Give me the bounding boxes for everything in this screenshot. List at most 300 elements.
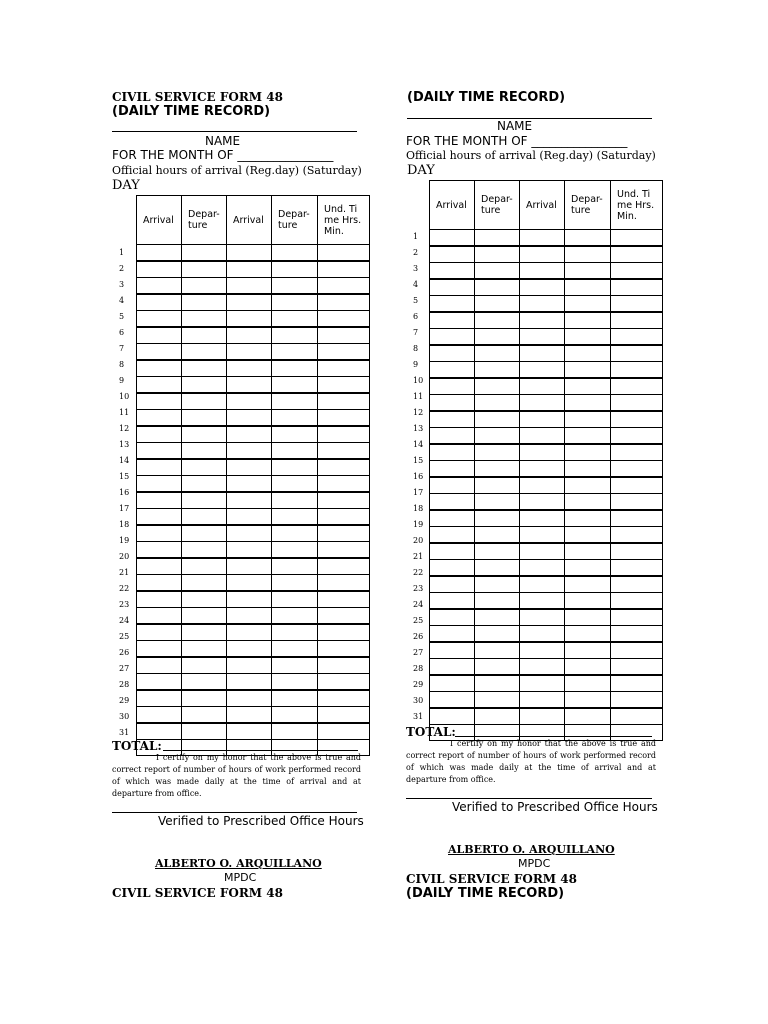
- time-entry-cell[interactable]: [227, 575, 272, 592]
- time-entry-cell[interactable]: [611, 362, 663, 379]
- time-entry-cell[interactable]: [272, 278, 318, 295]
- time-entry-cell[interactable]: [227, 525, 272, 542]
- time-entry-cell[interactable]: [272, 294, 318, 311]
- time-entry-cell[interactable]: [227, 542, 272, 559]
- time-entry-cell[interactable]: [565, 576, 611, 593]
- time-entry-cell[interactable]: [520, 642, 565, 659]
- time-entry-cell[interactable]: [430, 477, 475, 494]
- time-entry-cell[interactable]: [611, 560, 663, 577]
- time-entry-cell[interactable]: [611, 692, 663, 709]
- time-entry-cell[interactable]: [430, 527, 475, 544]
- time-entry-cell[interactable]: [272, 261, 318, 278]
- time-entry-cell[interactable]: [565, 279, 611, 296]
- time-entry-cell[interactable]: [475, 692, 520, 709]
- time-entry-cell[interactable]: [475, 263, 520, 280]
- time-entry-cell[interactable]: [137, 327, 182, 344]
- time-entry-cell[interactable]: [272, 542, 318, 559]
- time-entry-cell[interactable]: [272, 641, 318, 658]
- time-entry-cell[interactable]: [520, 296, 565, 313]
- time-entry-cell[interactable]: [182, 575, 227, 592]
- time-entry-cell[interactable]: [318, 492, 370, 509]
- time-entry-cell[interactable]: [318, 641, 370, 658]
- time-entry-cell[interactable]: [318, 410, 370, 427]
- time-entry-cell[interactable]: [520, 494, 565, 511]
- time-entry-cell[interactable]: [520, 428, 565, 445]
- time-entry-cell[interactable]: [272, 311, 318, 328]
- time-entry-cell[interactable]: [430, 675, 475, 692]
- time-entry-cell[interactable]: [565, 263, 611, 280]
- time-entry-cell[interactable]: [137, 525, 182, 542]
- time-entry-cell[interactable]: [611, 609, 663, 626]
- time-entry-cell[interactable]: [611, 642, 663, 659]
- time-entry-cell[interactable]: [272, 492, 318, 509]
- time-entry-cell[interactable]: [318, 624, 370, 641]
- time-entry-cell[interactable]: [430, 279, 475, 296]
- time-entry-cell[interactable]: [227, 426, 272, 443]
- time-entry-cell[interactable]: [520, 461, 565, 478]
- time-entry-cell[interactable]: [475, 345, 520, 362]
- time-entry-cell[interactable]: [520, 692, 565, 709]
- time-entry-cell[interactable]: [611, 296, 663, 313]
- time-entry-cell[interactable]: [182, 608, 227, 625]
- time-entry-cell[interactable]: [520, 609, 565, 626]
- time-entry-cell[interactable]: [182, 525, 227, 542]
- time-entry-cell[interactable]: [137, 624, 182, 641]
- time-entry-cell[interactable]: [227, 707, 272, 724]
- time-entry-cell[interactable]: [182, 360, 227, 377]
- time-entry-cell[interactable]: [430, 510, 475, 527]
- time-entry-cell[interactable]: [137, 261, 182, 278]
- time-entry-cell[interactable]: [475, 378, 520, 395]
- time-entry-cell[interactable]: [430, 362, 475, 379]
- time-entry-cell[interactable]: [475, 593, 520, 610]
- time-entry-cell[interactable]: [565, 494, 611, 511]
- time-entry-cell[interactable]: [137, 245, 182, 262]
- time-entry-cell[interactable]: [227, 476, 272, 493]
- time-entry-cell[interactable]: [182, 690, 227, 707]
- time-entry-cell[interactable]: [520, 263, 565, 280]
- time-entry-cell[interactable]: [611, 708, 663, 725]
- time-entry-cell[interactable]: [318, 459, 370, 476]
- time-entry-cell[interactable]: [430, 312, 475, 329]
- time-entry-cell[interactable]: [611, 378, 663, 395]
- time-entry-cell[interactable]: [475, 675, 520, 692]
- time-entry-cell[interactable]: [272, 360, 318, 377]
- time-entry-cell[interactable]: [137, 360, 182, 377]
- time-entry-cell[interactable]: [227, 245, 272, 262]
- time-entry-cell[interactable]: [430, 461, 475, 478]
- time-entry-cell[interactable]: [475, 477, 520, 494]
- time-entry-cell[interactable]: [227, 591, 272, 608]
- time-entry-cell[interactable]: [475, 609, 520, 626]
- time-entry-cell[interactable]: [272, 393, 318, 410]
- time-entry-cell[interactable]: [182, 674, 227, 691]
- time-entry-cell[interactable]: [182, 707, 227, 724]
- time-entry-cell[interactable]: [430, 428, 475, 445]
- time-entry-cell[interactable]: [565, 312, 611, 329]
- time-entry-cell[interactable]: [272, 377, 318, 394]
- time-entry-cell[interactable]: [182, 542, 227, 559]
- time-entry-cell[interactable]: [475, 560, 520, 577]
- time-entry-cell[interactable]: [137, 278, 182, 295]
- time-entry-cell[interactable]: [318, 509, 370, 526]
- time-entry-cell[interactable]: [475, 708, 520, 725]
- time-entry-cell[interactable]: [430, 296, 475, 313]
- time-entry-cell[interactable]: [137, 344, 182, 361]
- time-entry-cell[interactable]: [137, 641, 182, 658]
- time-entry-cell[interactable]: [137, 476, 182, 493]
- time-entry-cell[interactable]: [565, 708, 611, 725]
- time-entry-cell[interactable]: [611, 461, 663, 478]
- time-entry-cell[interactable]: [227, 723, 272, 740]
- time-entry-cell[interactable]: [430, 626, 475, 643]
- time-entry-cell[interactable]: [611, 543, 663, 560]
- time-entry-cell[interactable]: [318, 723, 370, 740]
- time-entry-cell[interactable]: [475, 543, 520, 560]
- time-entry-cell[interactable]: [137, 393, 182, 410]
- time-entry-cell[interactable]: [318, 558, 370, 575]
- time-entry-cell[interactable]: [272, 657, 318, 674]
- time-entry-cell[interactable]: [475, 527, 520, 544]
- time-entry-cell[interactable]: [520, 444, 565, 461]
- time-entry-cell[interactable]: [137, 558, 182, 575]
- time-entry-cell[interactable]: [520, 246, 565, 263]
- time-entry-cell[interactable]: [520, 279, 565, 296]
- time-entry-cell[interactable]: [272, 443, 318, 460]
- time-entry-cell[interactable]: [137, 426, 182, 443]
- time-entry-cell[interactable]: [611, 675, 663, 692]
- time-entry-cell[interactable]: [475, 659, 520, 676]
- time-entry-cell[interactable]: [272, 476, 318, 493]
- time-entry-cell[interactable]: [520, 593, 565, 610]
- time-entry-cell[interactable]: [227, 624, 272, 641]
- time-entry-cell[interactable]: [318, 443, 370, 460]
- time-entry-cell[interactable]: [227, 558, 272, 575]
- time-entry-cell[interactable]: [430, 345, 475, 362]
- time-entry-cell[interactable]: [182, 344, 227, 361]
- time-entry-cell[interactable]: [272, 245, 318, 262]
- time-entry-cell[interactable]: [137, 608, 182, 625]
- time-entry-cell[interactable]: [565, 560, 611, 577]
- time-entry-cell[interactable]: [430, 230, 475, 247]
- time-entry-cell[interactable]: [520, 543, 565, 560]
- time-entry-cell[interactable]: [318, 360, 370, 377]
- time-entry-cell[interactable]: [565, 692, 611, 709]
- time-entry-cell[interactable]: [520, 230, 565, 247]
- time-entry-cell[interactable]: [182, 377, 227, 394]
- time-entry-cell[interactable]: [182, 657, 227, 674]
- time-entry-cell[interactable]: [227, 393, 272, 410]
- time-entry-cell[interactable]: [227, 492, 272, 509]
- time-entry-cell[interactable]: [565, 230, 611, 247]
- time-entry-cell[interactable]: [430, 576, 475, 593]
- time-entry-cell[interactable]: [430, 395, 475, 412]
- time-entry-cell[interactable]: [611, 593, 663, 610]
- time-entry-cell[interactable]: [430, 263, 475, 280]
- time-entry-cell[interactable]: [182, 327, 227, 344]
- time-entry-cell[interactable]: [475, 461, 520, 478]
- time-entry-cell[interactable]: [475, 576, 520, 593]
- time-entry-cell[interactable]: [318, 608, 370, 625]
- time-entry-cell[interactable]: [520, 362, 565, 379]
- time-entry-cell[interactable]: [318, 327, 370, 344]
- time-entry-cell[interactable]: [318, 294, 370, 311]
- time-entry-cell[interactable]: [182, 294, 227, 311]
- time-entry-cell[interactable]: [182, 723, 227, 740]
- time-entry-cell[interactable]: [430, 378, 475, 395]
- time-entry-cell[interactable]: [565, 444, 611, 461]
- time-entry-cell[interactable]: [318, 542, 370, 559]
- time-entry-cell[interactable]: [318, 278, 370, 295]
- time-entry-cell[interactable]: [318, 393, 370, 410]
- time-entry-cell[interactable]: [565, 428, 611, 445]
- time-entry-cell[interactable]: [272, 575, 318, 592]
- time-entry-cell[interactable]: [565, 362, 611, 379]
- time-entry-cell[interactable]: [520, 527, 565, 544]
- time-entry-cell[interactable]: [182, 443, 227, 460]
- time-entry-cell[interactable]: [565, 593, 611, 610]
- time-entry-cell[interactable]: [565, 395, 611, 412]
- time-entry-cell[interactable]: [227, 294, 272, 311]
- time-entry-cell[interactable]: [227, 261, 272, 278]
- time-entry-cell[interactable]: [430, 560, 475, 577]
- time-entry-cell[interactable]: [475, 642, 520, 659]
- time-entry-cell[interactable]: [611, 659, 663, 676]
- time-entry-cell[interactable]: [137, 657, 182, 674]
- time-entry-cell[interactable]: [272, 707, 318, 724]
- time-entry-cell[interactable]: [272, 558, 318, 575]
- time-entry-cell[interactable]: [475, 494, 520, 511]
- time-entry-cell[interactable]: [611, 494, 663, 511]
- time-entry-cell[interactable]: [182, 492, 227, 509]
- time-entry-cell[interactable]: [520, 708, 565, 725]
- time-entry-cell[interactable]: [182, 410, 227, 427]
- time-entry-cell[interactable]: [318, 525, 370, 542]
- time-entry-cell[interactable]: [318, 344, 370, 361]
- time-entry-cell[interactable]: [611, 527, 663, 544]
- time-entry-cell[interactable]: [430, 329, 475, 346]
- time-entry-cell[interactable]: [182, 509, 227, 526]
- time-entry-cell[interactable]: [227, 690, 272, 707]
- time-entry-cell[interactable]: [182, 641, 227, 658]
- time-entry-cell[interactable]: [272, 410, 318, 427]
- time-entry-cell[interactable]: [565, 246, 611, 263]
- time-entry-cell[interactable]: [227, 641, 272, 658]
- time-entry-cell[interactable]: [565, 543, 611, 560]
- time-entry-cell[interactable]: [520, 411, 565, 428]
- time-entry-cell[interactable]: [137, 311, 182, 328]
- time-entry-cell[interactable]: [565, 461, 611, 478]
- time-entry-cell[interactable]: [318, 377, 370, 394]
- time-entry-cell[interactable]: [227, 278, 272, 295]
- time-entry-cell[interactable]: [565, 411, 611, 428]
- time-entry-cell[interactable]: [611, 411, 663, 428]
- time-entry-cell[interactable]: [611, 230, 663, 247]
- time-entry-cell[interactable]: [475, 626, 520, 643]
- time-entry-cell[interactable]: [227, 608, 272, 625]
- time-entry-cell[interactable]: [272, 459, 318, 476]
- time-entry-cell[interactable]: [137, 575, 182, 592]
- time-entry-cell[interactable]: [520, 329, 565, 346]
- time-entry-cell[interactable]: [227, 459, 272, 476]
- time-entry-cell[interactable]: [318, 311, 370, 328]
- time-entry-cell[interactable]: [430, 642, 475, 659]
- time-entry-cell[interactable]: [565, 510, 611, 527]
- time-entry-cell[interactable]: [137, 542, 182, 559]
- time-entry-cell[interactable]: [272, 674, 318, 691]
- time-entry-cell[interactable]: [430, 444, 475, 461]
- time-entry-cell[interactable]: [520, 510, 565, 527]
- time-entry-cell[interactable]: [137, 443, 182, 460]
- time-entry-cell[interactable]: [227, 410, 272, 427]
- time-entry-cell[interactable]: [520, 675, 565, 692]
- time-entry-cell[interactable]: [475, 329, 520, 346]
- time-entry-cell[interactable]: [475, 312, 520, 329]
- time-entry-cell[interactable]: [565, 329, 611, 346]
- time-entry-cell[interactable]: [137, 674, 182, 691]
- time-entry-cell[interactable]: [430, 708, 475, 725]
- time-entry-cell[interactable]: [227, 327, 272, 344]
- time-entry-cell[interactable]: [565, 378, 611, 395]
- time-entry-cell[interactable]: [182, 245, 227, 262]
- time-entry-cell[interactable]: [137, 509, 182, 526]
- time-entry-cell[interactable]: [520, 560, 565, 577]
- time-entry-cell[interactable]: [520, 395, 565, 412]
- time-entry-cell[interactable]: [318, 476, 370, 493]
- time-entry-cell[interactable]: [430, 411, 475, 428]
- time-entry-cell[interactable]: [182, 459, 227, 476]
- time-entry-cell[interactable]: [430, 246, 475, 263]
- time-entry-cell[interactable]: [475, 510, 520, 527]
- time-entry-cell[interactable]: [520, 626, 565, 643]
- time-entry-cell[interactable]: [475, 246, 520, 263]
- time-entry-cell[interactable]: [137, 377, 182, 394]
- time-entry-cell[interactable]: [475, 411, 520, 428]
- time-entry-cell[interactable]: [475, 296, 520, 313]
- time-entry-cell[interactable]: [475, 428, 520, 445]
- time-entry-cell[interactable]: [182, 426, 227, 443]
- time-entry-cell[interactable]: [430, 593, 475, 610]
- time-entry-cell[interactable]: [611, 329, 663, 346]
- time-entry-cell[interactable]: [227, 360, 272, 377]
- time-entry-cell[interactable]: [227, 377, 272, 394]
- time-entry-cell[interactable]: [565, 659, 611, 676]
- time-entry-cell[interactable]: [520, 659, 565, 676]
- time-entry-cell[interactable]: [182, 476, 227, 493]
- time-entry-cell[interactable]: [227, 311, 272, 328]
- time-entry-cell[interactable]: [182, 278, 227, 295]
- time-entry-cell[interactable]: [611, 626, 663, 643]
- time-entry-cell[interactable]: [318, 245, 370, 262]
- time-entry-cell[interactable]: [182, 624, 227, 641]
- time-entry-cell[interactable]: [565, 477, 611, 494]
- time-entry-cell[interactable]: [272, 723, 318, 740]
- time-entry-cell[interactable]: [475, 444, 520, 461]
- time-entry-cell[interactable]: [611, 428, 663, 445]
- time-entry-cell[interactable]: [318, 690, 370, 707]
- time-entry-cell[interactable]: [227, 443, 272, 460]
- time-entry-cell[interactable]: [272, 426, 318, 443]
- time-entry-cell[interactable]: [475, 395, 520, 412]
- time-entry-cell[interactable]: [611, 312, 663, 329]
- time-entry-cell[interactable]: [611, 395, 663, 412]
- time-entry-cell[interactable]: [520, 477, 565, 494]
- time-entry-cell[interactable]: [318, 657, 370, 674]
- time-entry-cell[interactable]: [611, 345, 663, 362]
- time-entry-cell[interactable]: [475, 230, 520, 247]
- time-entry-cell[interactable]: [182, 311, 227, 328]
- time-entry-cell[interactable]: [137, 492, 182, 509]
- time-entry-cell[interactable]: [272, 344, 318, 361]
- time-entry-cell[interactable]: [227, 657, 272, 674]
- time-entry-cell[interactable]: [227, 509, 272, 526]
- time-entry-cell[interactable]: [137, 707, 182, 724]
- time-entry-cell[interactable]: [137, 591, 182, 608]
- time-entry-cell[interactable]: [318, 674, 370, 691]
- time-entry-cell[interactable]: [611, 576, 663, 593]
- time-entry-cell[interactable]: [565, 345, 611, 362]
- time-entry-cell[interactable]: [272, 690, 318, 707]
- time-entry-cell[interactable]: [430, 494, 475, 511]
- time-entry-cell[interactable]: [137, 690, 182, 707]
- time-entry-cell[interactable]: [430, 543, 475, 560]
- time-entry-cell[interactable]: [430, 692, 475, 709]
- time-entry-cell[interactable]: [318, 707, 370, 724]
- time-entry-cell[interactable]: [565, 675, 611, 692]
- time-entry-cell[interactable]: [430, 609, 475, 626]
- time-entry-cell[interactable]: [475, 279, 520, 296]
- time-entry-cell[interactable]: [520, 312, 565, 329]
- time-entry-cell[interactable]: [611, 279, 663, 296]
- time-entry-cell[interactable]: [318, 591, 370, 608]
- time-entry-cell[interactable]: [520, 378, 565, 395]
- time-entry-cell[interactable]: [520, 345, 565, 362]
- time-entry-cell[interactable]: [272, 327, 318, 344]
- time-entry-cell[interactable]: [430, 659, 475, 676]
- time-entry-cell[interactable]: [272, 591, 318, 608]
- time-entry-cell[interactable]: [137, 294, 182, 311]
- time-entry-cell[interactable]: [318, 426, 370, 443]
- time-entry-cell[interactable]: [182, 591, 227, 608]
- time-entry-cell[interactable]: [227, 344, 272, 361]
- time-entry-cell[interactable]: [182, 393, 227, 410]
- time-entry-cell[interactable]: [475, 362, 520, 379]
- time-entry-cell[interactable]: [182, 558, 227, 575]
- time-entry-cell[interactable]: [227, 674, 272, 691]
- time-entry-cell[interactable]: [137, 410, 182, 427]
- time-entry-cell[interactable]: [182, 261, 227, 278]
- time-entry-cell[interactable]: [272, 509, 318, 526]
- time-entry-cell[interactable]: [565, 642, 611, 659]
- time-entry-cell[interactable]: [137, 723, 182, 740]
- time-entry-cell[interactable]: [272, 608, 318, 625]
- time-entry-cell[interactable]: [565, 296, 611, 313]
- time-entry-cell[interactable]: [611, 444, 663, 461]
- time-entry-cell[interactable]: [272, 525, 318, 542]
- time-entry-cell[interactable]: [137, 459, 182, 476]
- time-entry-cell[interactable]: [318, 261, 370, 278]
- time-entry-cell[interactable]: [272, 624, 318, 641]
- time-entry-cell[interactable]: [565, 609, 611, 626]
- time-entry-cell[interactable]: [318, 575, 370, 592]
- time-entry-cell[interactable]: [611, 246, 663, 263]
- time-entry-cell[interactable]: [611, 263, 663, 280]
- time-entry-cell[interactable]: [611, 477, 663, 494]
- time-entry-cell[interactable]: [565, 626, 611, 643]
- time-entry-cell[interactable]: [611, 510, 663, 527]
- time-entry-cell[interactable]: [520, 576, 565, 593]
- time-entry-cell[interactable]: [565, 527, 611, 544]
